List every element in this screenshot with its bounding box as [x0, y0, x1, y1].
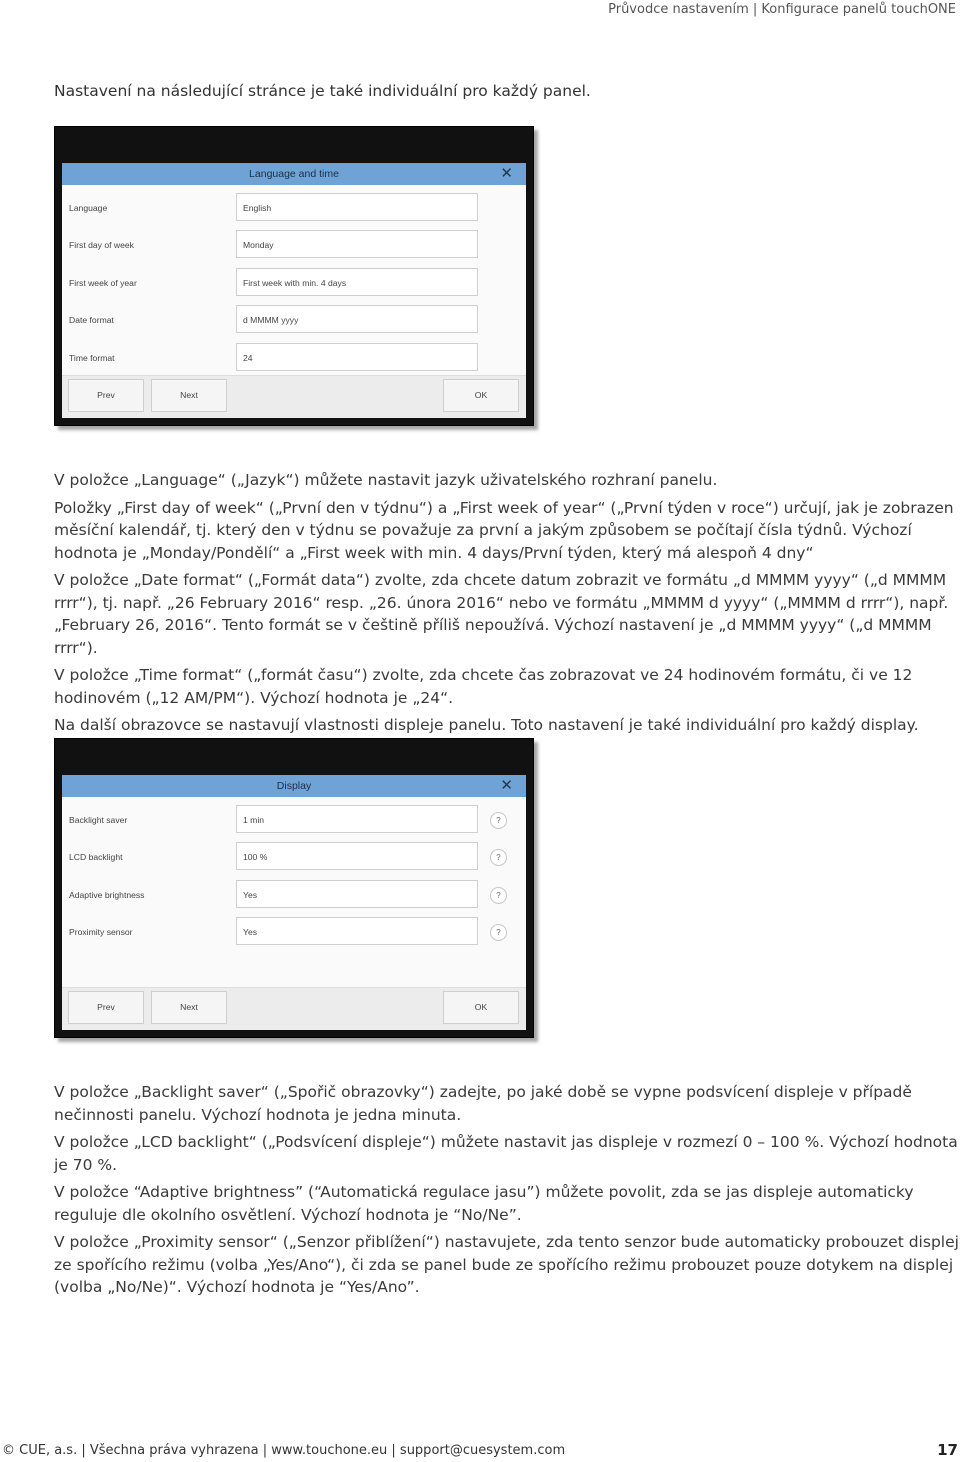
prev-button[interactable]: Prev	[68, 991, 144, 1024]
paragraph: V položce „LCD backlight“ („Podsvícení displeje“) můžete nastavit jas displeje v rozmezí 0 – 100 %. Výchozí hodnota je 70 %.	[54, 1133, 958, 1174]
setting-label: First day of week	[69, 240, 134, 250]
setting-label: LCD backlight	[69, 852, 123, 862]
button-bar	[62, 375, 526, 418]
setting-row-date-format	[62, 305, 526, 335]
display-screenshot	[54, 738, 534, 1038]
setting-row-language	[62, 193, 526, 223]
button-bar	[62, 987, 526, 1030]
first-week-field[interactable]: First week with min. 4 days	[236, 268, 478, 296]
display-dialog	[62, 775, 526, 1030]
backlight-saver-field[interactable]: 1 min	[236, 805, 478, 833]
paragraph: V položce „Backlight saver“ („Spořič obrazovky“) zadejte, po jaké době se vypne podsvícení displeje v případě nečinnosti panelu. Výchozí hodnota je jedna minuta.	[54, 1083, 912, 1124]
dialog-title: Language and time	[249, 168, 339, 180]
setting-label: Proximity sensor	[69, 927, 133, 937]
dialog-title-bar	[62, 163, 526, 185]
lcd-backlight-field[interactable]: 100 %	[236, 842, 478, 870]
paragraph: V položce „Proximity sensor“ („Senzor přiblížení“) nastavujete, zda tento senzor bude automaticky probouzet displej ze spořícího režimu (volba „Yes/Ano“), či zda se panel bude ze spořícího režimu probouzet pouze dotykem na displej (volba „No/Ne)“. Výchozí hodnota je “Yes/Ano”.	[54, 1233, 959, 1296]
page-number: 17	[937, 1441, 958, 1459]
language-time-screenshot	[54, 126, 534, 426]
setting-label: Backlight saver	[69, 815, 128, 825]
setting-row-lcd-backlight	[62, 842, 526, 872]
setting-row-first-week	[62, 268, 526, 298]
header-breadcrumb: Průvodce nastavením | Konfigurace panelů touchONE	[608, 2, 956, 17]
prev-button[interactable]: Prev	[68, 379, 144, 412]
language-time-dialog	[62, 163, 526, 418]
help-icon[interactable]: ?	[490, 849, 507, 866]
setting-row-time-format	[62, 343, 526, 373]
setting-label: Adaptive brightness	[69, 890, 145, 900]
paragraph: Položky „First day of week“ („První den v týdnu“) a „First week of year“ („První týden v roce“) určují, jak je zobrazen měsíční kalendář, tj. který den v týdnu se považuje za první a jakým způsobem se počítají čísla týdnů. Výchozí hodnota je „Monday/Pondělí“ a „First week with min. 4 days/První týden, který má alespoň 4 dny“	[54, 498, 954, 562]
ok-button[interactable]: OK	[443, 991, 519, 1024]
proximity-sensor-field[interactable]: Yes	[236, 917, 478, 945]
setting-label: First week of year	[69, 278, 137, 288]
paragraph: V položce „Time format“ („formát času“) zvolte, zda chcete čas zobrazovat ve 24 hodinovém formátu, či ve 12 hodinovém („12 AM/PM“). Výchozí hodnota je „24“.	[54, 666, 913, 707]
help-icon[interactable]: ?	[490, 924, 507, 941]
paragraph: V položce “Adaptive brightness” (“Automatická regulace jasu”) můžete povolit, zda se jas displeje automaticky reguluje dle okolního osvětlení. Výchozí hodnota je “No/Ne”.	[54, 1183, 914, 1224]
setting-label: Language	[69, 203, 108, 213]
setting-row-backlight-saver	[62, 805, 526, 835]
adaptive-brightness-field[interactable]: Yes	[236, 880, 478, 908]
help-icon[interactable]: ?	[490, 887, 507, 904]
help-icon[interactable]: ?	[490, 812, 507, 829]
language-time-description	[54, 469, 960, 737]
date-format-field[interactable]: d MMMM yyyy	[236, 305, 478, 333]
intro-text: Nastavení na následující stránce je také individuální pro každý panel.	[54, 82, 591, 100]
close-icon[interactable]: ✕	[500, 777, 513, 794]
setting-label: Time format	[69, 353, 115, 363]
ok-button[interactable]: OK	[443, 379, 519, 412]
dialog-title: Display	[276, 780, 312, 792]
paragraph: V položce „Language“ („Jazyk“) můžete nastavit jazyk uživatelského rozhraní panelu.	[54, 471, 718, 489]
setting-row-adaptive-brightness	[62, 880, 526, 910]
dialog-title-bar	[62, 775, 526, 797]
time-format-field[interactable]: 24	[236, 343, 478, 371]
paragraph: Na další obrazovce se nastavují vlastnosti displeje panelu. Toto nastavení je také individuální pro každý display.	[54, 716, 919, 734]
display-description	[54, 1081, 960, 1299]
paragraph: V položce „Date format“ („Formát data“) zvolte, zda chcete datum zobrazit ve formátu „d MMMM yyyy“ („d MMMM rrrr“), tj. např. „26 February 2016“ resp. „26. února 2016“ nebo ve formátu „MMMM d yyyy“ („MMMM d rrrr“), např. „February 26, 2016“. Tento formát se v češtině příliš nepoužívá. Výchozí nastavení je „d MMMM yyyy“ („d MMMM rrrr“).	[54, 571, 949, 657]
next-button[interactable]: Next	[151, 379, 227, 412]
footer-text: © CUE, a.s. | Všechna práva vyhrazena | www.touchone.eu | support@cuesystem.com	[2, 1443, 566, 1458]
setting-row-first-day	[62, 230, 526, 260]
next-button[interactable]: Next	[151, 991, 227, 1024]
close-icon[interactable]: ✕	[500, 165, 513, 182]
setting-row-proximity-sensor	[62, 917, 526, 947]
first-day-field[interactable]: Monday	[236, 230, 478, 258]
setting-label: Date format	[69, 315, 114, 325]
language-field[interactable]: English	[236, 193, 478, 221]
